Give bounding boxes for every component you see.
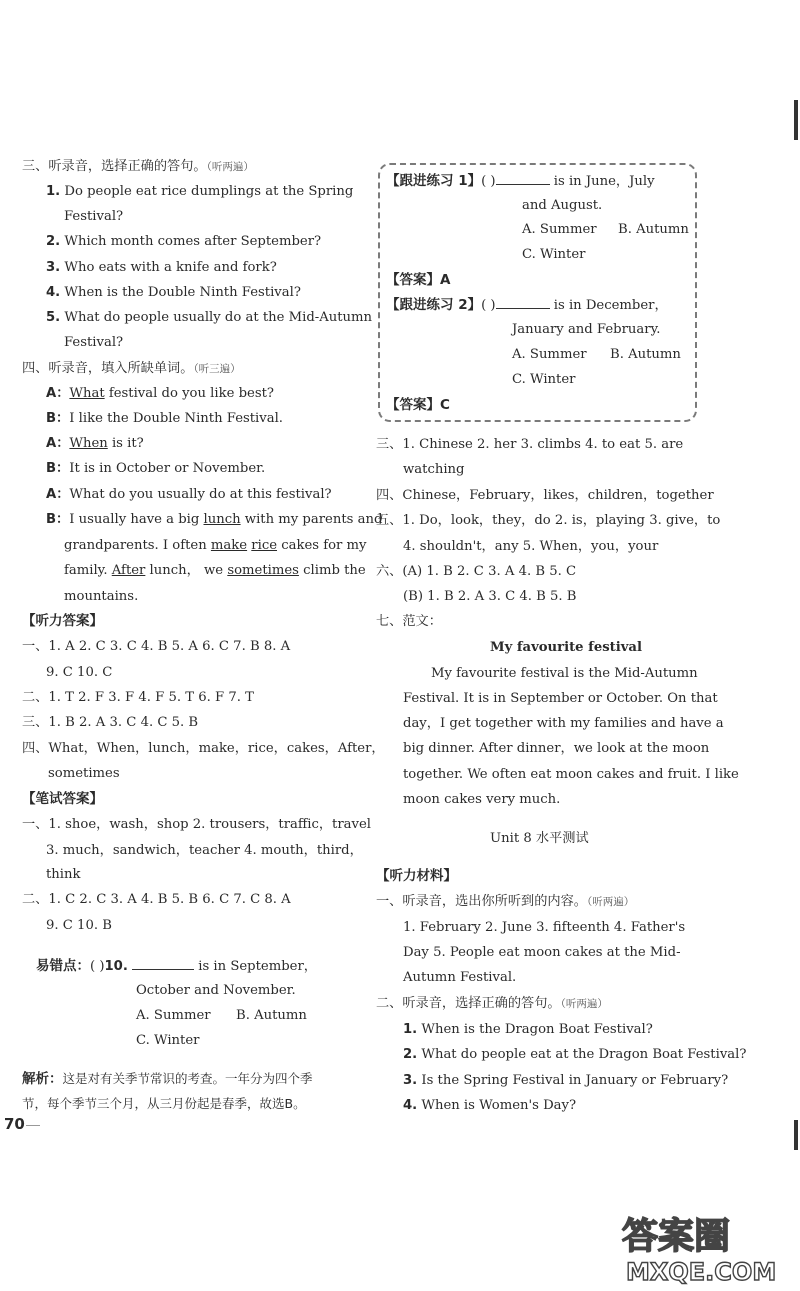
follow-up-2-option-c: C. Winter [512,372,576,387]
written-answers-1-cont-2: think [46,867,81,882]
written-answers-2-cont: 9. C 10. B [46,918,112,933]
answers-section-6b: (B) 1. B 2. A 3. C 4. B 5. B [403,589,577,604]
written-answers-heading: 【笔试答案】 [22,791,103,807]
listening-answers-2: 二、1. T 2. F 3. F 4. F 5. T 6. F 7. T [22,690,254,705]
dialog-line-1: A：What festival do you like best? [46,386,274,401]
listening-answers-1-cont: 9. C 10. C [46,665,113,680]
essay-line-3: day，I get together with my families and have a [403,716,724,731]
material-section-1-line-1: 1. February 2. June 3. fifteenth 4. Father's [403,920,686,935]
material-section-2-question-3: 3. Is the Spring Festival in January or February? [403,1073,729,1088]
dialog-line-5: A：What do you usually do at this festival? [46,487,332,502]
answers-section-4: 四、Chinese，February，likes，children，together [376,488,714,503]
answer-blank [132,957,194,970]
dialog-line-6-cont-1: grandparents. I often make rice cakes for my [64,538,367,553]
page-edge-mark [794,100,798,140]
material-section-1-line-2: Day 5. People eat moon cakes at the Mid- [403,945,681,960]
sec3-question-5-cont: Festival? [64,335,124,350]
page-edge-mark [794,1120,798,1150]
answers-section-7: 七、范文： [376,614,442,629]
dialog-line-4: B：It is in October or November. [46,461,266,476]
watermark-text-en: MXQE.COM [626,1258,777,1285]
essay-line-6: moon cakes very much. [403,792,561,807]
answers-section-6a: 六、(A) 1. B 2. C 3. A 4. B 5. C [376,564,577,579]
material-section-2-question-2: 2. What do people eat at the Dragon Boat Festival? [403,1047,747,1062]
listening-answers-heading: 【听力答案】 [22,613,103,629]
follow-up-1-option-a: A. Summer [522,222,597,237]
section-4-heading: 四、听录音，填入所缺单词。（听三遍） [22,361,241,376]
sec3-question-4: 4. When is the Double Ninth Festival? [46,285,301,300]
essay-line-4: big dinner. After dinner，we look at the moon [403,741,710,756]
material-section-1-heading: 一、听录音，选出你所听到的内容。（听两遍） [376,894,635,909]
follow-up-1-option-c: C. Winter [522,247,586,262]
watermark-logo [612,1210,792,1285]
listening-answers-4-cont: sometimes [48,766,120,781]
page-number: 70 [4,1115,25,1133]
common-error-option-c: C. Winter [136,1033,200,1048]
sec3-question-1: 1. Do people eat rice dumplings at the Spring [46,184,354,199]
answers-section-5-cont: 4. shouldn't，any 5. When，you，your [403,539,659,554]
dialog-line-6-cont-3: mountains. [64,589,139,604]
essay-title: My favourite festival [490,640,642,655]
answers-section-5: 五、1. Do，look，they，do 2. is，playing 3. give，to [376,513,721,528]
essay-line-5: together. We often eat moon cakes and fruit. I like [403,767,739,782]
common-error-option-b: B. Autumn [236,1008,307,1023]
dialog-line-2: B：I like the Double Ninth Festival. [46,411,283,426]
follow-up-2-option-b: B. Autumn [610,347,681,362]
follow-up-2-question: 【跟进练习 2】( ) is in December， [386,297,668,313]
unit-test-title: Unit 8 水平测试 [490,831,589,846]
answers-section-3: 三、1. Chinese 2. her 3. climbs 4. to eat 5. are [376,437,684,452]
dialog-line-6: B：I usually have a big lunch with my parents and [46,512,383,527]
section-3-heading: 三、听录音，选择正确的答句。（听两遍） [22,159,254,174]
material-section-1-line-3: Autumn Festival. [403,970,517,985]
follow-up-1-answer: 【答案】A [386,272,451,288]
listening-answers-4: 四、What，When，lunch，make，rice，cakes，After， [22,741,385,756]
sec3-question-3: 3. Who eats with a knife and fork? [46,260,277,275]
material-section-2-question-4: 4. When is Women's Day? [403,1098,577,1113]
dialog-line-6-cont-2: family. After lunch， we sometimes climb the [64,563,366,578]
written-answers-1: 一、1. shoe，wash，shop 2. trousers，traffic，travel [22,817,371,832]
answer-blank [496,296,550,309]
common-error-line-2: October and November. [136,983,296,998]
explanation-cont: 节，每个季节三个月，从三月份起是春季，故选B。 [22,1096,306,1111]
follow-up-1-option-b: B. Autumn [618,222,689,237]
answer-blank [496,172,550,185]
sec3-question-5: 5. What do people usually do at the Mid-Autumn [46,310,373,325]
page-number-rule [26,1125,40,1126]
written-answers-2: 二、1. C 2. C 3. A 4. B 5. B 6. C 7. C 8. A [22,892,291,907]
written-answers-1-cont-1: 3. much，sandwich，teacher 4. mouth，third， [46,843,363,858]
follow-up-2-answer: 【答案】C [386,397,450,413]
watermark-text-cn: 答案圈 [622,1216,731,1257]
sec3-question-2: 2. Which month comes after September? [46,234,322,249]
follow-up-2-line-2: January and February. [512,322,661,337]
explanation: 解析：这是对有关季节常识的考查。一年分为四个季 [22,1071,313,1087]
listening-answers-3: 三、1. B 2. A 3. C 4. C 5. B [22,715,199,730]
follow-up-1-line-2: and August. [522,198,603,213]
follow-up-2-option-a: A. Summer [512,347,587,362]
material-section-2-question-1: 1. When is the Dragon Boat Festival? [403,1022,653,1037]
watermark-graphic [612,1210,792,1285]
sec3-question-1-cont: Festival? [64,209,124,224]
dialog-line-3: A：When is it? [46,436,144,451]
common-error-question: 易错点：( )10. is in September， [36,958,317,974]
follow-up-1-question: 【跟进练习 1】( ) is in June，July [386,173,655,189]
listening-material-heading: 【听力材料】 [376,868,457,884]
common-error-option-a: A. Summer [136,1008,211,1023]
essay-line-2: Festival. It is in September or October. On that [403,691,718,706]
answers-section-3-cont: watching [403,462,465,477]
essay-line-1: My favourite festival is the Mid-Autumn [431,666,698,681]
listening-answers-1: 一、1. A 2. C 3. C 4. B 5. A 6. C 7. B 8. A [22,639,291,654]
material-section-2-heading: 二、听录音，选择正确的答句。（听两遍） [376,996,608,1011]
